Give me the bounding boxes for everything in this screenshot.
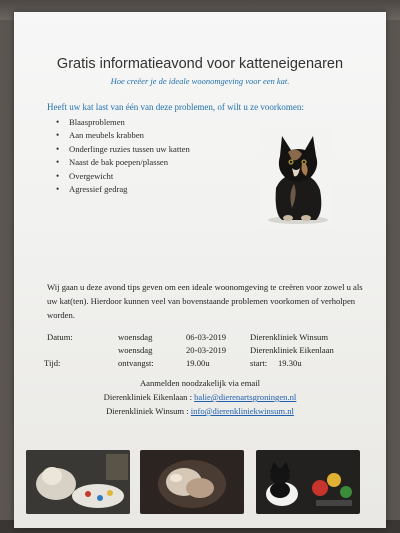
date-label: Datum: [47,332,73,342]
problem-item: • Naast de bak poepen/plassen [56,156,256,169]
flyer-sheet [14,12,386,528]
schedule-date: 20-03-2019 [186,345,227,355]
problem-item: • Aan meubels krabben [56,129,256,142]
intro-text: Heeft uw kat last van één van deze problemen, of wilt u ze voorkomen: [47,102,304,112]
contact-line-eikenlaan [14,392,386,402]
contact-label: Dierenkliniek Winsum : [106,406,191,416]
kitten-photo [258,128,332,226]
problem-item: • Agressief gedrag [56,183,256,196]
cats-with-toys-photo [256,450,360,514]
schedule-date: 06-03-2019 [186,332,227,342]
flyer-title: Gratis informatieavond voor katteneigenaren [56,56,344,72]
sleeping-cat-photo [140,450,244,514]
problem-list [56,116,256,196]
schedule-location: Dierenkliniek Winsum [250,332,329,342]
contact-label: Dierenkliniek Eikenlaan : [103,392,195,402]
start-label: start: [250,358,268,368]
schedule-day: woensdag [118,332,153,342]
problem-item: • Blaasproblemen [56,116,256,129]
problem-item: • Onderlinge ruzies tussen uw katten [56,143,256,156]
reception-time: 19.00u [186,358,210,368]
reception-label: ontvangst: [118,358,154,368]
problem-item: • Overgewicht [56,170,256,183]
cat-toy-photo [26,450,130,514]
schedule-day: woensdag [118,345,153,355]
start-time: 19.30u [278,358,302,368]
email-link-eikenlaan[interactable]: balie@dierenartsgroningen.nl [194,392,297,402]
register-note: Aanmelden noodzakelijk via email [139,378,261,388]
contact-line-winsum [14,406,386,416]
info-paragraph: Wij gaan u deze avond tips geven om een ideale woonomgeving te creëren voor zowel u als uw kat(ten). Hierdoor kunnen veel van bovenstaande problemen voorkomen of verholpen worden. [47,282,363,321]
email-link-winsum[interactable]: info@dierenkliniekwinsum.nl [190,406,294,416]
schedule-location: Dierenkliniek Eikenlaan [250,345,334,355]
flyer-subtitle: Hoe creëer je de ideale woonomgeving voor een kat. [110,76,290,86]
time-label: Tijd: [44,358,61,368]
